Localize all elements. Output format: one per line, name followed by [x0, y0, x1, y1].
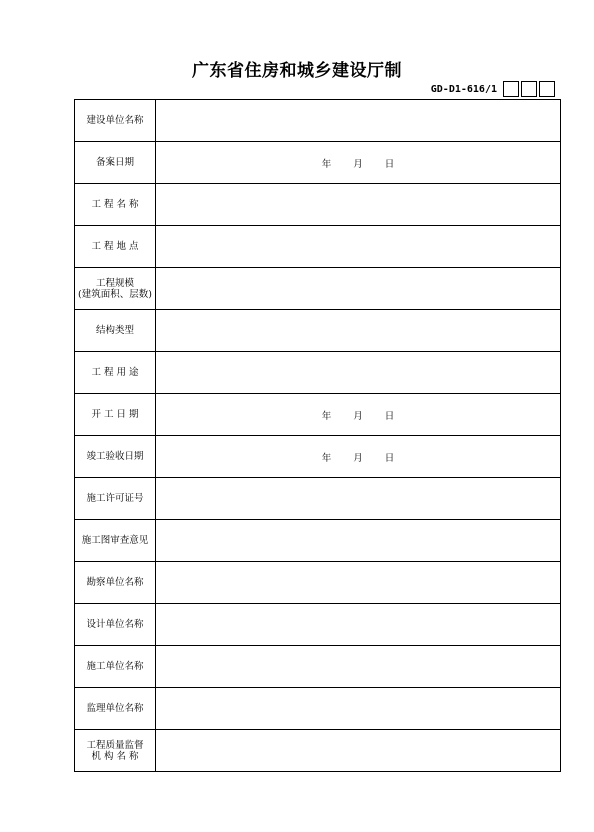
code-checkbox-3[interactable]: [539, 81, 555, 97]
design-unit-field[interactable]: [156, 604, 561, 646]
month-label: 月: [353, 410, 363, 422]
row-label-survey-unit: 勘察单位名称: [75, 562, 156, 604]
filing-form-table: [74, 99, 561, 772]
quality-supervision-agency-field[interactable]: [156, 730, 561, 772]
row-label-start-date: 开 工 日 期: [75, 394, 156, 436]
survey-unit-field[interactable]: [156, 562, 561, 604]
row-label-project-location: 工 程 地 点: [75, 226, 156, 268]
table-row: [75, 100, 561, 142]
label-line: 机 构 名 称: [91, 750, 139, 762]
row-label-permit-number: 施工许可证号: [75, 478, 156, 520]
table-row: [75, 730, 561, 772]
row-label-design-unit: 设计单位名称: [75, 604, 156, 646]
project-scale-field[interactable]: [156, 268, 561, 310]
row-label-project-name: 工 程 名 称: [75, 184, 156, 226]
year-label: 年: [321, 158, 332, 170]
table-row: [75, 352, 561, 394]
code-checkbox-1[interactable]: [503, 81, 519, 97]
supervision-unit-field[interactable]: [156, 688, 561, 730]
code-checkbox-2[interactable]: [521, 81, 537, 97]
project-name-field[interactable]: [156, 184, 561, 226]
row-label-drawing-review: 施工图审查意见: [75, 520, 156, 562]
table-row: [75, 478, 561, 520]
form-code: GD-D1-616/1: [430, 83, 497, 95]
row-label-completion-date: 竣工验收日期: [75, 436, 156, 478]
filing-date-field[interactable]: [156, 142, 561, 184]
document-title: 广东省住房和城乡建设厅制: [192, 61, 402, 81]
form-code-row: [431, 80, 555, 98]
project-location-field[interactable]: [156, 226, 561, 268]
project-use-field[interactable]: [156, 352, 561, 394]
day-label: 日: [384, 158, 395, 170]
month-label: 月: [353, 452, 363, 464]
table-row: [75, 646, 561, 688]
row-label-project-scale: [75, 268, 156, 310]
year-label: 年: [321, 410, 332, 422]
structure-type-field[interactable]: [156, 310, 561, 352]
month-label: 月: [353, 158, 363, 170]
start-date-field[interactable]: [156, 394, 561, 436]
table-row: [75, 310, 561, 352]
row-label-construction-unit: 建设单位名称: [75, 100, 156, 142]
table-row: [75, 184, 561, 226]
label-line: 工程质量监督: [86, 739, 144, 751]
label-line: 工程规模: [95, 277, 134, 289]
table-row: [75, 142, 561, 184]
permit-number-field[interactable]: [156, 478, 561, 520]
day-label: 日: [384, 452, 395, 464]
table-row: [75, 268, 561, 310]
row-label-structure-type: 结构类型: [75, 310, 156, 352]
row-label-project-use: 工 程 用 途: [75, 352, 156, 394]
table-row: [75, 394, 561, 436]
day-label: 日: [384, 410, 395, 422]
row-label-quality-supervision-agency: [75, 730, 156, 772]
completion-date-field[interactable]: [156, 436, 561, 478]
drawing-review-field[interactable]: [156, 520, 561, 562]
year-label: 年: [321, 452, 332, 464]
row-label-filing-date: 备案日期: [75, 142, 156, 184]
table-row: [75, 562, 561, 604]
label-line: (建筑面积、层数): [78, 288, 152, 300]
table-row: [75, 520, 561, 562]
table-row: [75, 604, 561, 646]
table-row: [75, 436, 561, 478]
construction-unit-field[interactable]: [156, 100, 561, 142]
row-label-contractor-unit: 施工单位名称: [75, 646, 156, 688]
table-row: [75, 688, 561, 730]
row-label-supervision-unit: 监理单位名称: [75, 688, 156, 730]
table-row: [75, 226, 561, 268]
contractor-unit-field[interactable]: [156, 646, 561, 688]
